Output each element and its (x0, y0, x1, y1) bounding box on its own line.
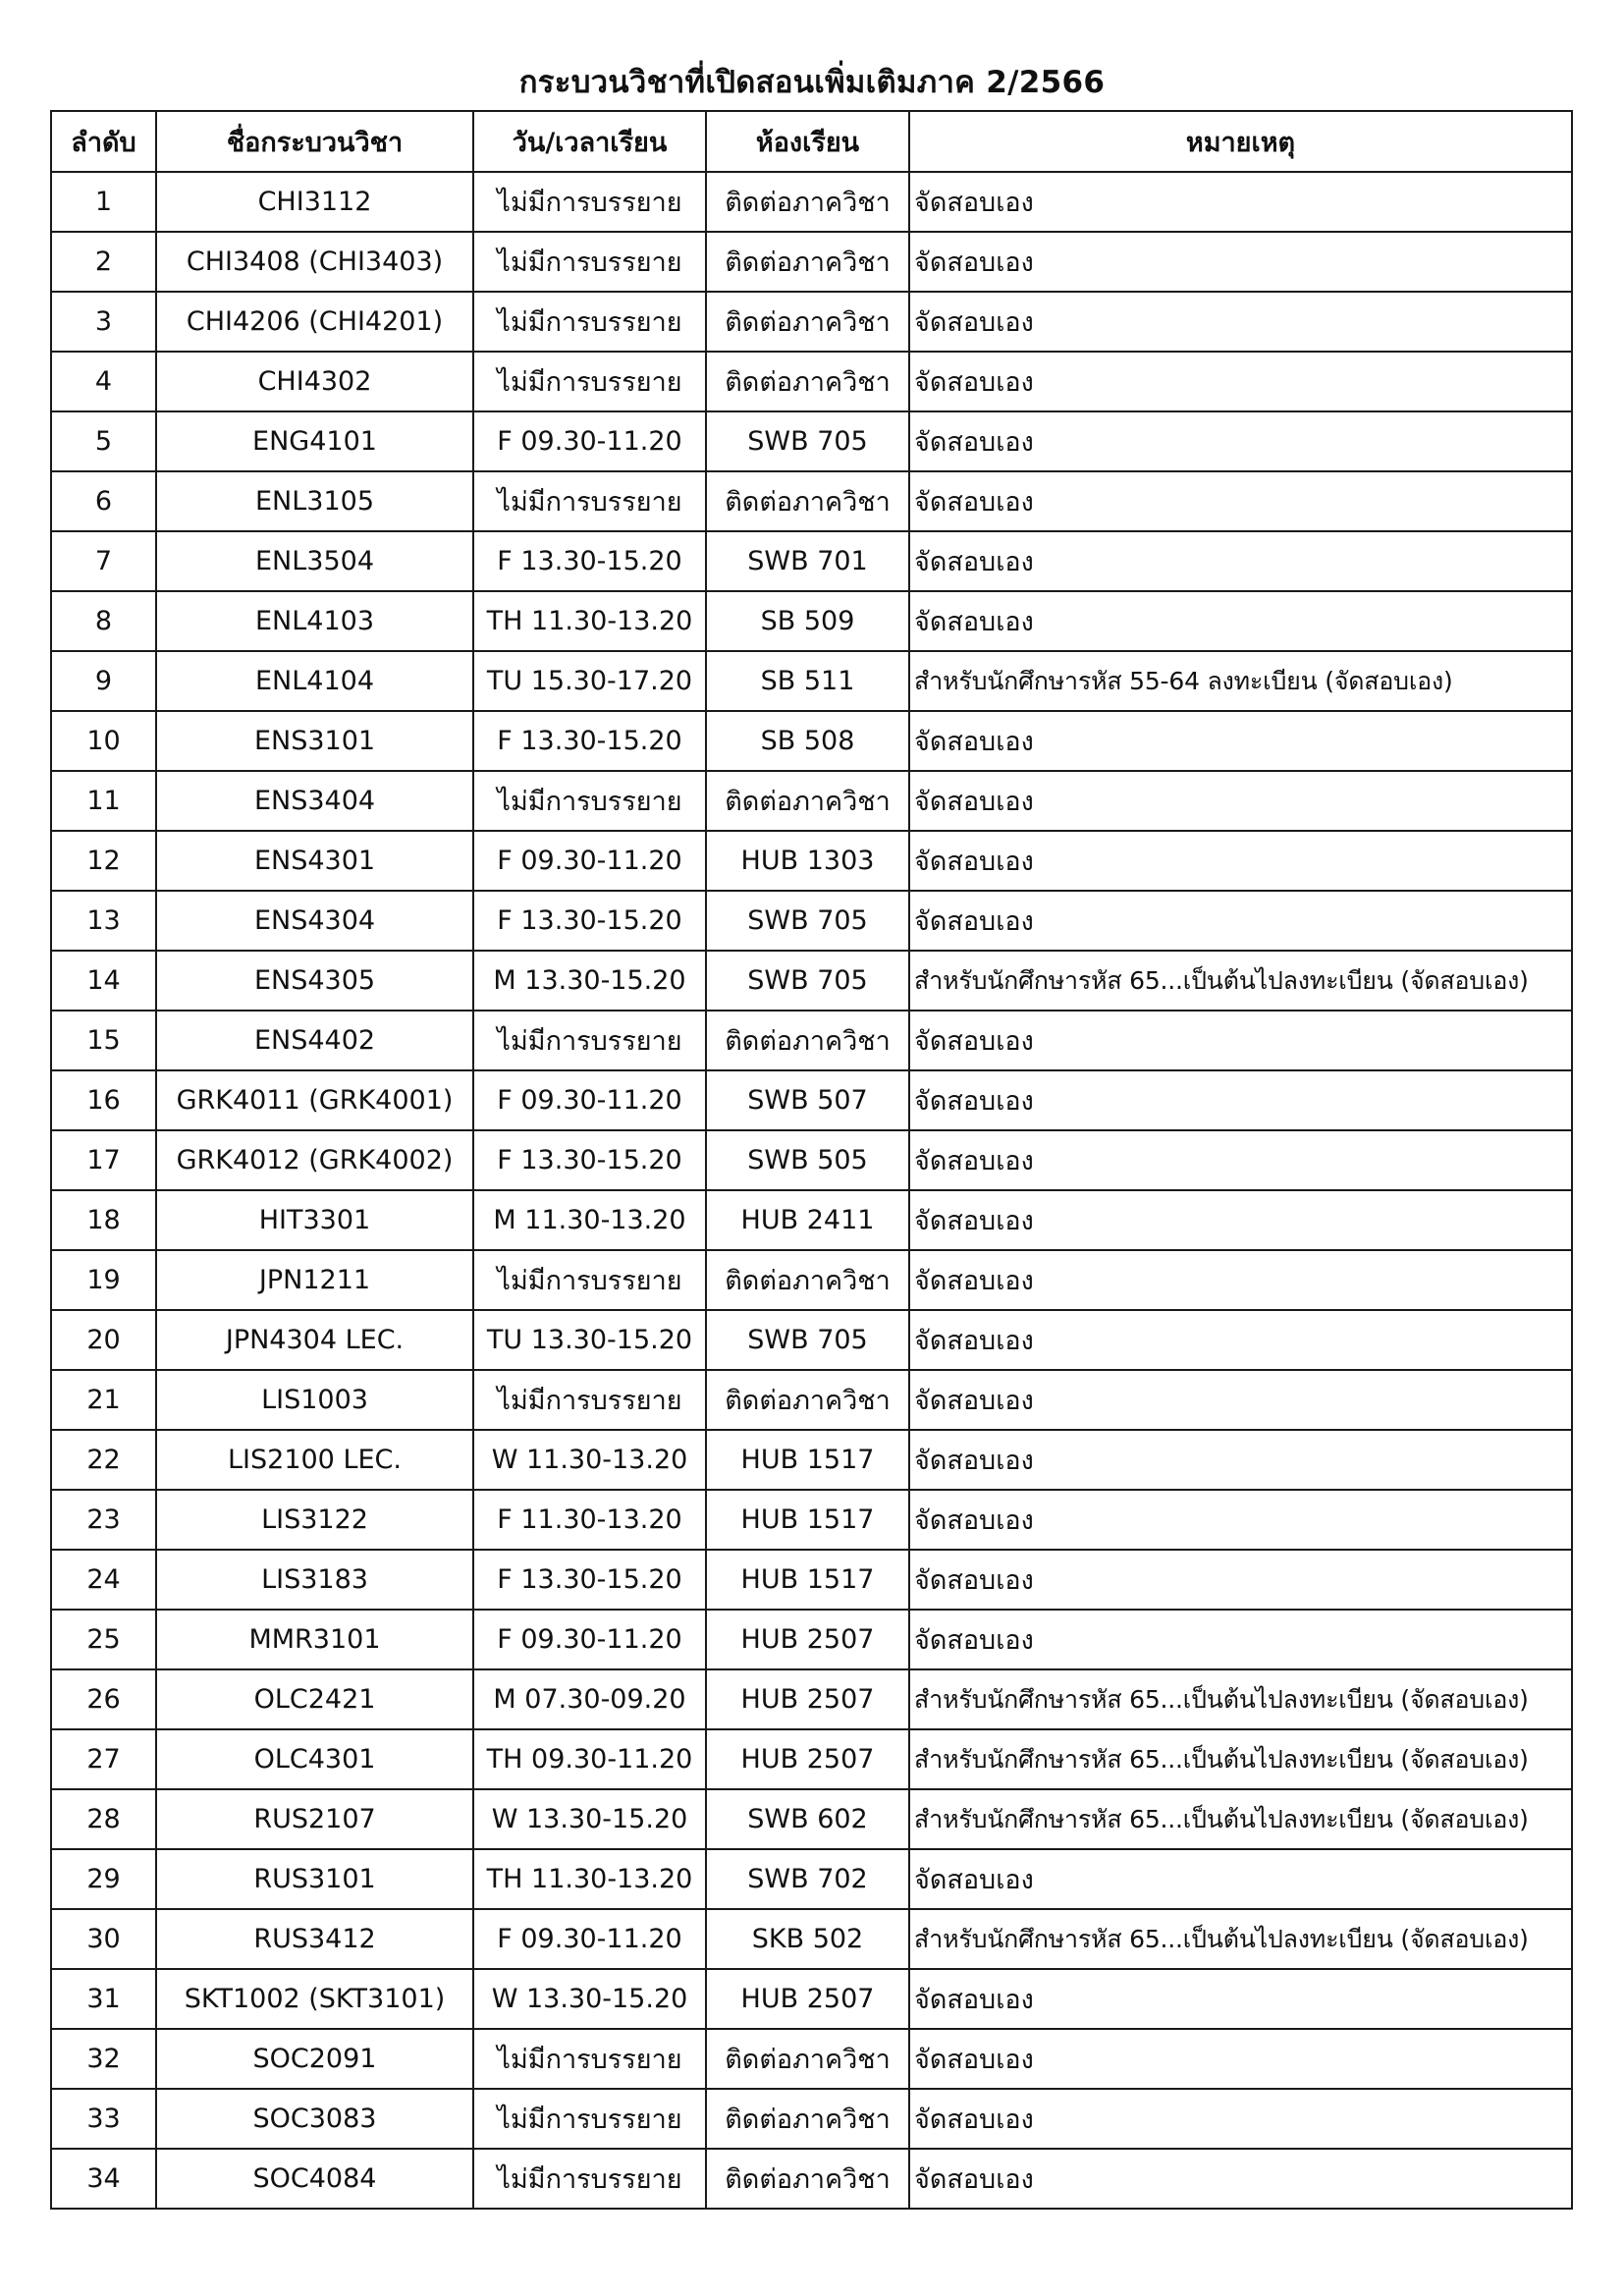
cell-no: 3 (51, 292, 156, 352)
table-row (51, 1250, 1572, 1310)
cell-time: W 11.30-13.20 (473, 1430, 706, 1490)
cell-time: TU 15.30-17.20 (473, 651, 706, 711)
table-row (51, 951, 1572, 1011)
cell-note: จัดสอบเอง (909, 1190, 1572, 1250)
table-row (51, 2029, 1572, 2089)
table-row (51, 352, 1572, 411)
page-title: กระบวนวิชาที่เปิดสอนเพิ่มเติมภาค 2/2566 (518, 65, 1106, 100)
cell-time: W 13.30-15.20 (473, 1969, 706, 2029)
cell-note: สำหรับนักศึกษารหัส 65...เป็นต้นไปลงทะเบียน (จัดสอบเอง) (909, 1669, 1572, 1729)
cell-room: SB 508 (706, 711, 909, 771)
cell-no: 32 (51, 2029, 156, 2089)
cell-course: ENS4402 (156, 1011, 473, 1070)
cell-time: ไม่มีการบรรยาย (473, 2149, 706, 2209)
table-row (51, 1190, 1572, 1250)
cell-room: ติดต่อภาควิชา (706, 1250, 909, 1310)
table-row (51, 1610, 1572, 1669)
cell-no: 13 (51, 891, 156, 951)
cell-note: สำหรับนักศึกษารหัส 55-64 ลงทะเบียน (จัดสอบเอง) (909, 651, 1572, 711)
cell-room: ติดต่อภาควิชา (706, 471, 909, 531)
cell-note: จัดสอบเอง (909, 531, 1572, 591)
cell-course: HIT3301 (156, 1190, 473, 1250)
cell-no: 4 (51, 352, 156, 411)
header-note: หมายเหตุ (909, 111, 1572, 172)
cell-room: HUB 2411 (706, 1190, 909, 1250)
table-row (51, 1070, 1572, 1130)
cell-note: จัดสอบเอง (909, 232, 1572, 292)
cell-note: จัดสอบเอง (909, 1849, 1572, 1909)
table-row (51, 771, 1572, 831)
cell-course: CHI4206 (CHI4201) (156, 292, 473, 352)
cell-room: SWB 705 (706, 891, 909, 951)
cell-no: 19 (51, 1250, 156, 1310)
cell-time: F 11.30-13.20 (473, 1490, 706, 1550)
table-row (51, 471, 1572, 531)
cell-note: จัดสอบเอง (909, 1070, 1572, 1130)
cell-no: 30 (51, 1909, 156, 1969)
cell-time: ไม่มีการบรรยาย (473, 232, 706, 292)
cell-note: จัดสอบเอง (909, 1490, 1572, 1550)
table-header-row (51, 111, 1572, 172)
cell-time: ไม่มีการบรรยาย (473, 471, 706, 531)
cell-no: 34 (51, 2149, 156, 2209)
table-row (51, 891, 1572, 951)
cell-course: LIS2100 LEC. (156, 1430, 473, 1490)
table-row (51, 232, 1572, 292)
cell-room: ติดต่อภาควิชา (706, 1011, 909, 1070)
cell-room: ติดต่อภาควิชา (706, 771, 909, 831)
cell-course: RUS3101 (156, 1849, 473, 1909)
cell-course: ENL4103 (156, 591, 473, 651)
cell-note: จัดสอบเอง (909, 1310, 1572, 1370)
cell-room: SWB 705 (706, 951, 909, 1011)
table-row (51, 1909, 1572, 1969)
course-schedule-table (50, 110, 1573, 2210)
cell-no: 21 (51, 1370, 156, 1430)
table-row (51, 831, 1572, 891)
table-row (51, 1011, 1572, 1070)
cell-no: 23 (51, 1490, 156, 1550)
cell-note: จัดสอบเอง (909, 591, 1572, 651)
cell-course: CHI3112 (156, 172, 473, 232)
cell-course: OLC4301 (156, 1729, 473, 1789)
table-row (51, 1729, 1572, 1789)
cell-note: จัดสอบเอง (909, 1250, 1572, 1310)
cell-note: จัดสอบเอง (909, 1550, 1572, 1610)
cell-course: JPN1211 (156, 1250, 473, 1310)
cell-no: 29 (51, 1849, 156, 1909)
cell-course: SOC4084 (156, 2149, 473, 2209)
cell-room: ติดต่อภาควิชา (706, 2149, 909, 2209)
table-row (51, 1430, 1572, 1490)
cell-note: จัดสอบเอง (909, 1370, 1572, 1430)
cell-room: HUB 2507 (706, 1729, 909, 1789)
cell-course: RUS2107 (156, 1789, 473, 1849)
cell-no: 14 (51, 951, 156, 1011)
cell-time: ไม่มีการบรรยาย (473, 2029, 706, 2089)
cell-note: จัดสอบเอง (909, 471, 1572, 531)
cell-no: 5 (51, 411, 156, 471)
cell-course: ENS3404 (156, 771, 473, 831)
cell-time: F 13.30-15.20 (473, 1550, 706, 1610)
cell-no: 16 (51, 1070, 156, 1130)
cell-course: ENS4305 (156, 951, 473, 1011)
cell-room: HUB 1303 (706, 831, 909, 891)
cell-no: 26 (51, 1669, 156, 1729)
cell-course: LIS3183 (156, 1550, 473, 1610)
cell-note: จัดสอบเอง (909, 1969, 1572, 2029)
cell-course: RUS3412 (156, 1909, 473, 1969)
cell-note: จัดสอบเอง (909, 2029, 1572, 2089)
cell-time: F 13.30-15.20 (473, 531, 706, 591)
table-row (51, 1550, 1572, 1610)
cell-time: ไม่มีการบรรยาย (473, 352, 706, 411)
table-row (51, 172, 1572, 232)
cell-no: 33 (51, 2089, 156, 2149)
cell-course: ENL4104 (156, 651, 473, 711)
table-row (51, 1969, 1572, 2029)
cell-no: 28 (51, 1789, 156, 1849)
cell-no: 8 (51, 591, 156, 651)
cell-room: SB 509 (706, 591, 909, 651)
cell-course: ENS4301 (156, 831, 473, 891)
cell-no: 20 (51, 1310, 156, 1370)
cell-course: GRK4012 (GRK4002) (156, 1130, 473, 1190)
cell-room: SB 511 (706, 651, 909, 711)
cell-time: TH 11.30-13.20 (473, 591, 706, 651)
cell-no: 10 (51, 711, 156, 771)
cell-note: จัดสอบเอง (909, 1130, 1572, 1190)
cell-note: จัดสอบเอง (909, 1610, 1572, 1669)
cell-room: HUB 1517 (706, 1430, 909, 1490)
cell-room: SWB 705 (706, 1310, 909, 1370)
cell-note: จัดสอบเอง (909, 1011, 1572, 1070)
cell-room: ติดต่อภาควิชา (706, 232, 909, 292)
cell-time: F 09.30-11.20 (473, 1610, 706, 1669)
cell-course: ENS3101 (156, 711, 473, 771)
cell-note: จัดสอบเอง (909, 2149, 1572, 2209)
cell-time: TU 13.30-15.20 (473, 1310, 706, 1370)
cell-course: ENG4101 (156, 411, 473, 471)
cell-no: 1 (51, 172, 156, 232)
cell-no: 22 (51, 1430, 156, 1490)
cell-note: จัดสอบเอง (909, 711, 1572, 771)
cell-course: SOC2091 (156, 2029, 473, 2089)
table-row (51, 1370, 1572, 1430)
cell-time: F 09.30-11.20 (473, 1070, 706, 1130)
header-no: ลำดับ (51, 111, 156, 172)
cell-note: จัดสอบเอง (909, 831, 1572, 891)
cell-course: JPN4304 LEC. (156, 1310, 473, 1370)
cell-room: ติดต่อภาควิชา (706, 2029, 909, 2089)
cell-no: 27 (51, 1729, 156, 1789)
cell-room: HUB 2507 (706, 1610, 909, 1669)
cell-course: ENS4304 (156, 891, 473, 951)
cell-time: ไม่มีการบรรยาย (473, 1250, 706, 1310)
table-row (51, 1849, 1572, 1909)
header-time: วัน/เวลาเรียน (473, 111, 706, 172)
header-course: ชื่อกระบวนวิชา (156, 111, 473, 172)
cell-course: LIS1003 (156, 1370, 473, 1430)
cell-room: SWB 701 (706, 531, 909, 591)
cell-time: ไม่มีการบรรยาย (473, 292, 706, 352)
cell-time: ไม่มีการบรรยาย (473, 1370, 706, 1430)
cell-room: SWB 702 (706, 1849, 909, 1909)
cell-time: ไม่มีการบรรยาย (473, 1011, 706, 1070)
cell-room: HUB 2507 (706, 1969, 909, 2029)
table-row (51, 651, 1572, 711)
cell-course: CHI3408 (CHI3403) (156, 232, 473, 292)
cell-time: ไม่มีการบรรยาย (473, 172, 706, 232)
cell-time: F 09.30-11.20 (473, 1909, 706, 1969)
cell-time: F 13.30-15.20 (473, 711, 706, 771)
cell-time: M 07.30-09.20 (473, 1669, 706, 1729)
cell-room: SWB 507 (706, 1070, 909, 1130)
table-row (51, 591, 1572, 651)
cell-no: 12 (51, 831, 156, 891)
cell-time: ไม่มีการบรรยาย (473, 2089, 706, 2149)
cell-time: F 09.30-11.20 (473, 411, 706, 471)
cell-note: จัดสอบเอง (909, 891, 1572, 951)
cell-room: HUB 2507 (706, 1669, 909, 1729)
cell-no: 18 (51, 1190, 156, 1250)
cell-no: 7 (51, 531, 156, 591)
cell-room: SWB 505 (706, 1130, 909, 1190)
cell-note: สำหรับนักศึกษารหัส 65...เป็นต้นไปลงทะเบียน (จัดสอบเอง) (909, 1909, 1572, 1969)
cell-course: CHI4302 (156, 352, 473, 411)
table-row (51, 1669, 1572, 1729)
cell-time: ไม่มีการบรรยาย (473, 771, 706, 831)
cell-note: จัดสอบเอง (909, 771, 1572, 831)
table-row (51, 1490, 1572, 1550)
cell-course: OLC2421 (156, 1669, 473, 1729)
cell-course: ENL3504 (156, 531, 473, 591)
cell-course: GRK4011 (GRK4001) (156, 1070, 473, 1130)
cell-room: SWB 602 (706, 1789, 909, 1849)
cell-course: ENL3105 (156, 471, 473, 531)
cell-note: จัดสอบเอง (909, 352, 1572, 411)
cell-room: ติดต่อภาควิชา (706, 352, 909, 411)
cell-no: 2 (51, 232, 156, 292)
table-row (51, 2089, 1572, 2149)
cell-room: ติดต่อภาควิชา (706, 172, 909, 232)
table-row (51, 1310, 1572, 1370)
table-row (51, 411, 1572, 471)
cell-room: ติดต่อภาควิชา (706, 2089, 909, 2149)
cell-room: SWB 705 (706, 411, 909, 471)
cell-time: W 13.30-15.20 (473, 1789, 706, 1849)
cell-no: 25 (51, 1610, 156, 1669)
cell-room: SKB 502 (706, 1909, 909, 1969)
cell-time: F 13.30-15.20 (473, 1130, 706, 1190)
header-room: ห้องเรียน (706, 111, 909, 172)
cell-room: ติดต่อภาควิชา (706, 1370, 909, 1430)
cell-no: 9 (51, 651, 156, 711)
cell-note: สำหรับนักศึกษารหัส 65...เป็นต้นไปลงทะเบียน (จัดสอบเอง) (909, 951, 1572, 1011)
table-body (51, 172, 1572, 2209)
cell-note: จัดสอบเอง (909, 2089, 1572, 2149)
cell-course: SOC3083 (156, 2089, 473, 2149)
cell-time: F 09.30-11.20 (473, 831, 706, 891)
cell-time: M 13.30-15.20 (473, 951, 706, 1011)
cell-note: จัดสอบเอง (909, 172, 1572, 232)
cell-no: 24 (51, 1550, 156, 1610)
cell-note: จัดสอบเอง (909, 1430, 1572, 1490)
table-row (51, 292, 1572, 352)
table-row (51, 1789, 1572, 1849)
cell-room: HUB 1517 (706, 1490, 909, 1550)
cell-note: จัดสอบเอง (909, 411, 1572, 471)
table-row (51, 531, 1572, 591)
cell-no: 31 (51, 1969, 156, 2029)
cell-time: TH 11.30-13.20 (473, 1849, 706, 1909)
cell-note: จัดสอบเอง (909, 292, 1572, 352)
cell-course: MMR3101 (156, 1610, 473, 1669)
cell-course: SKT1002 (SKT3101) (156, 1969, 473, 2029)
cell-time: M 11.30-13.20 (473, 1190, 706, 1250)
cell-no: 11 (51, 771, 156, 831)
table-row (51, 1130, 1572, 1190)
cell-room: HUB 1517 (706, 1550, 909, 1610)
cell-time: F 13.30-15.20 (473, 891, 706, 951)
cell-no: 6 (51, 471, 156, 531)
table-row (51, 711, 1572, 771)
cell-no: 17 (51, 1130, 156, 1190)
cell-no: 15 (51, 1011, 156, 1070)
cell-note: สำหรับนักศึกษารหัส 65...เป็นต้นไปลงทะเบียน (จัดสอบเอง) (909, 1789, 1572, 1849)
cell-note: สำหรับนักศึกษารหัส 65...เป็นต้นไปลงทะเบียน (จัดสอบเอง) (909, 1729, 1572, 1789)
cell-time: TH 09.30-11.20 (473, 1729, 706, 1789)
cell-course: LIS3122 (156, 1490, 473, 1550)
table-row (51, 2149, 1572, 2209)
cell-room: ติดต่อภาควิชา (706, 292, 909, 352)
